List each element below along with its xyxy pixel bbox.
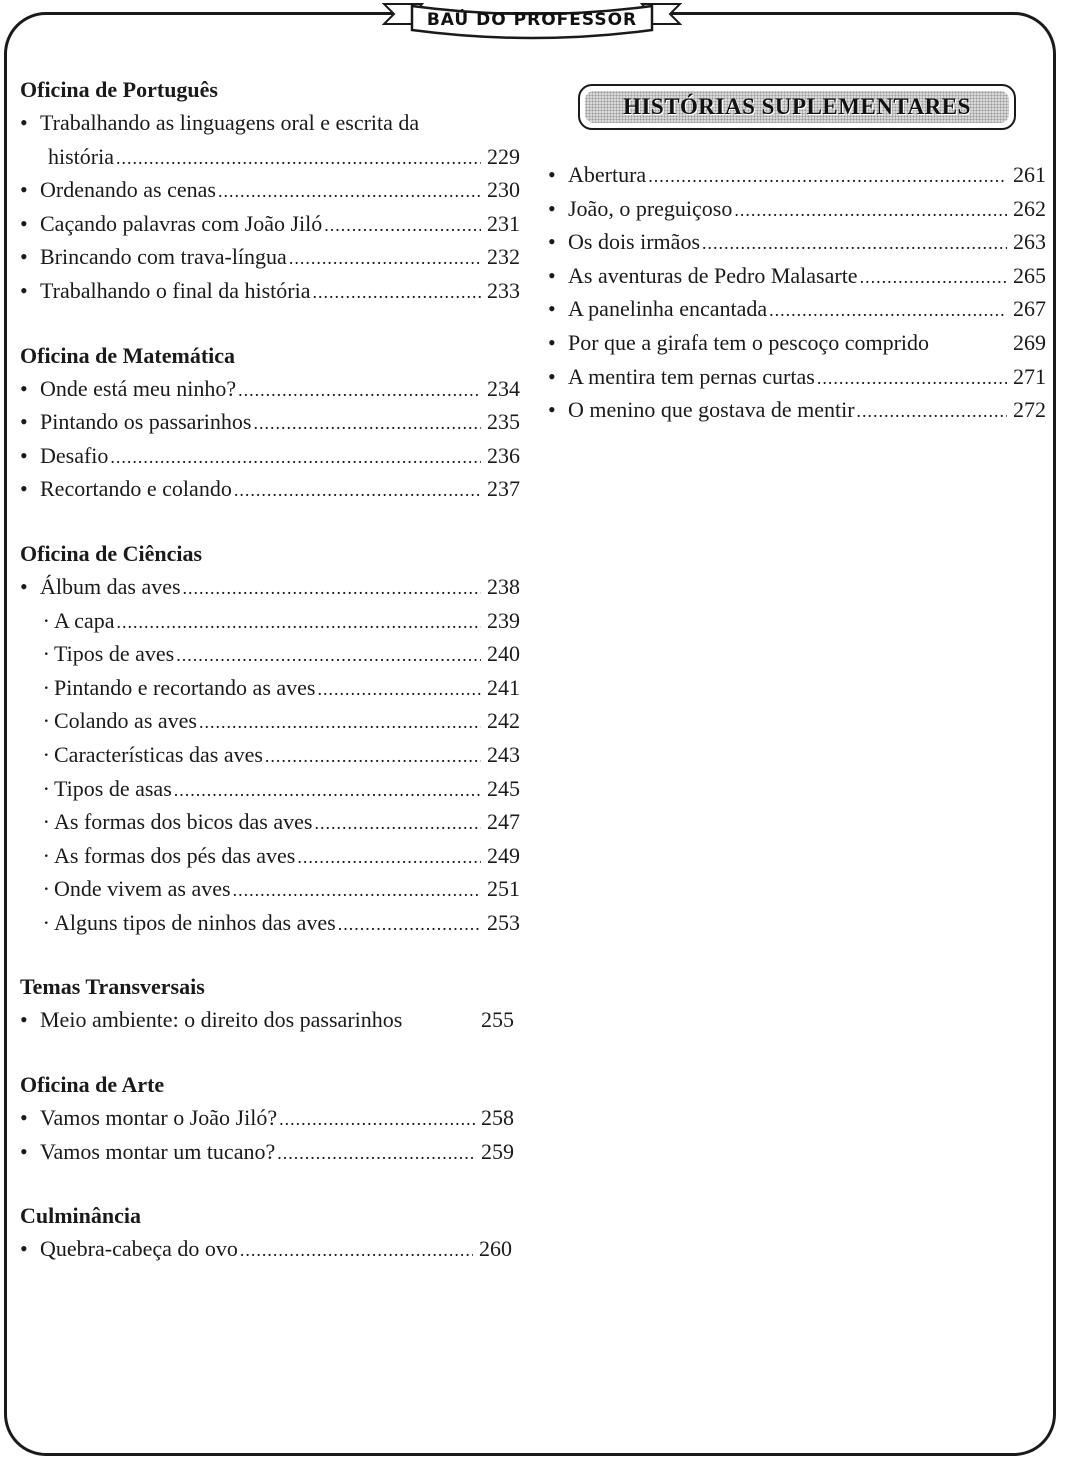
sub-bullet-icon: · bbox=[42, 708, 50, 734]
bullet-icon: • bbox=[548, 195, 556, 221]
toc-subitem[interactable]: · A capa ..... 239 bbox=[20, 604, 520, 638]
toc-subitem[interactable]: · Tipos de aves ..... 240 bbox=[20, 637, 520, 671]
leader-dots bbox=[702, 227, 1007, 261]
leader-dots bbox=[234, 474, 481, 508]
bullet-icon: • bbox=[20, 1007, 28, 1033]
page-number: 231 bbox=[487, 210, 520, 236]
page-number: 238 bbox=[487, 573, 520, 599]
leader-dots bbox=[338, 908, 481, 942]
leader-dots bbox=[183, 572, 481, 606]
leader-dots bbox=[116, 606, 481, 640]
toc-item[interactable]: • A mentira tem pernas curtas ..... 271 bbox=[548, 360, 1046, 394]
leader-dots bbox=[110, 441, 481, 475]
bullet-icon: • bbox=[20, 210, 28, 236]
page-number: 271 bbox=[1013, 363, 1046, 389]
page-number: 251 bbox=[487, 876, 520, 902]
leader-dots bbox=[265, 740, 481, 774]
toc-subitem[interactable]: · Colando as aves ..... 242 bbox=[20, 704, 520, 738]
page-number: 232 bbox=[487, 244, 520, 270]
bullet-icon: • bbox=[20, 110, 28, 135]
leader-dots bbox=[297, 841, 481, 875]
page-number: 233 bbox=[487, 277, 520, 303]
page-number: 258 bbox=[481, 1105, 514, 1131]
leader-dots bbox=[817, 362, 1007, 396]
page-number: 239 bbox=[487, 607, 520, 633]
page-number: 262 bbox=[1013, 195, 1046, 221]
header-banner bbox=[382, 0, 682, 44]
leader-dots bbox=[317, 673, 481, 707]
page-number: 267 bbox=[1013, 296, 1046, 322]
leader-dots bbox=[734, 194, 1007, 228]
bullet-icon: • bbox=[20, 177, 28, 203]
leader-dots bbox=[648, 160, 1007, 194]
bullet-icon: • bbox=[20, 1138, 28, 1164]
leader-dots bbox=[289, 242, 481, 276]
toc-subitem[interactable]: · As formas dos pés das aves ..... 249 bbox=[20, 839, 520, 873]
bullet-icon: • bbox=[548, 329, 556, 355]
leader-dots bbox=[279, 1103, 475, 1137]
leader-dots bbox=[324, 209, 481, 243]
leader-dots bbox=[176, 639, 481, 673]
bullet-icon: • bbox=[20, 1105, 28, 1131]
sub-bullet-icon: · bbox=[42, 641, 50, 667]
leader-dots bbox=[199, 706, 481, 740]
toc-item[interactable]: • Meio ambiente: o direito dos passarinhos 255 bbox=[20, 1003, 520, 1037]
sub-bullet-icon: · bbox=[42, 809, 50, 835]
section-matematica bbox=[20, 340, 520, 506]
page-number: 259 bbox=[481, 1138, 514, 1164]
leader-dots bbox=[277, 1137, 475, 1171]
bullet-icon: • bbox=[20, 277, 28, 303]
toc-item[interactable]: • Álbum das aves ..... 238 bbox=[20, 570, 520, 604]
page-number: 272 bbox=[1013, 397, 1046, 423]
page-number: 249 bbox=[487, 842, 520, 868]
bullet-icon: • bbox=[20, 442, 28, 468]
page-number: 255 bbox=[481, 1007, 514, 1033]
sub-bullet-icon: · bbox=[42, 775, 50, 801]
page-number: 242 bbox=[487, 708, 520, 734]
bullet-icon: • bbox=[548, 363, 556, 389]
section-title: Temas Transversais bbox=[20, 974, 205, 1000]
toc-item[interactable]: • Por que a girafa tem o pescoço comprido 269 bbox=[548, 326, 1046, 360]
page-number: 236 bbox=[487, 442, 520, 468]
page-number: 229 bbox=[487, 143, 520, 169]
leader-dots bbox=[769, 294, 1007, 328]
section-arte bbox=[20, 1069, 520, 1168]
page-number: 240 bbox=[487, 641, 520, 667]
sub-bullet-icon: · bbox=[42, 607, 50, 633]
sub-bullet-icon: · bbox=[42, 842, 50, 868]
toc-item[interactable]: • João, o preguiçoso ..... 262 bbox=[548, 192, 1046, 226]
sub-bullet-icon: · bbox=[42, 741, 50, 767]
toc-subitem[interactable]: · Alguns tipos de ninhos das aves ..... 253 bbox=[20, 906, 520, 940]
toc-item[interactable]: • A panelinha encantada ..... 267 bbox=[548, 292, 1046, 326]
page-number: 263 bbox=[1013, 229, 1046, 255]
bullet-icon: • bbox=[548, 296, 556, 322]
supplementary-title-badge bbox=[578, 84, 1016, 130]
page-number: 235 bbox=[487, 409, 520, 435]
section-culminancia bbox=[20, 1200, 520, 1266]
page-number: 253 bbox=[487, 909, 520, 935]
leader-dots bbox=[240, 1234, 473, 1268]
bullet-icon: • bbox=[20, 476, 28, 502]
page-number: 241 bbox=[487, 674, 520, 700]
toc-item-continuation[interactable]: história ..... 229 bbox=[20, 140, 520, 174]
toc-item[interactable]: • As aventuras de Pedro Malasarte ..... 265 bbox=[548, 259, 1046, 293]
leader-dots bbox=[116, 142, 481, 176]
page-number: 260 bbox=[479, 1236, 512, 1262]
toc-item[interactable]: • Abertura ..... 261 bbox=[548, 158, 1046, 192]
toc-subitem[interactable]: · Tipos de asas ..... 245 bbox=[20, 772, 520, 806]
bullet-icon: • bbox=[20, 1236, 28, 1262]
section-temas-transversais bbox=[20, 971, 520, 1037]
leader-dots bbox=[233, 874, 481, 908]
leader-dots bbox=[218, 175, 481, 209]
page-number: 230 bbox=[487, 177, 520, 203]
toc-subitem[interactable]: · Características das aves ..... 243 bbox=[20, 738, 520, 772]
bullet-icon: • bbox=[20, 409, 28, 435]
leader-dots bbox=[312, 276, 481, 310]
toc-subitem[interactable]: · As formas dos bicos das aves ..... 247 bbox=[20, 805, 520, 839]
bullet-icon: • bbox=[20, 375, 28, 401]
leader-dots bbox=[860, 261, 1007, 295]
toc-item[interactable]: • O menino que gostava de mentir ..... 272 bbox=[548, 393, 1046, 427]
section-title: Culminância bbox=[20, 1203, 142, 1229]
bullet-icon: • bbox=[548, 262, 556, 288]
toc-item[interactable]: • Trabalhando o final da história ..... 233 bbox=[20, 274, 520, 308]
bullet-icon: • bbox=[20, 244, 28, 270]
toc-item[interactable]: • Caçando palavras com João Jiló ..... 231 bbox=[20, 207, 520, 241]
page-number: 243 bbox=[487, 741, 520, 767]
page-number: 265 bbox=[1013, 262, 1046, 288]
bullet-icon: • bbox=[548, 397, 556, 423]
toc-item[interactable]: • Vamos montar o João Jiló? ..... 258 bbox=[20, 1101, 520, 1135]
sub-bullet-icon: · bbox=[42, 876, 50, 902]
section-title: Oficina de Português bbox=[20, 77, 218, 102]
page-number: 269 bbox=[1013, 329, 1046, 355]
page-number: 237 bbox=[487, 476, 520, 502]
supplementary-title: HISTÓRIAS SUPLEMENTARES bbox=[623, 94, 971, 119]
section-portugues bbox=[20, 74, 520, 308]
toc-item[interactable]: • Ordenando as cenas ..... 230 bbox=[20, 173, 520, 207]
toc-item[interactable]: • Pintando os passarinhos ..... 235 bbox=[20, 405, 520, 439]
section-title: Oficina de Matemática bbox=[20, 342, 236, 368]
sub-bullet-icon: · bbox=[42, 674, 50, 700]
leader-dots bbox=[314, 807, 481, 841]
toc-item-multiline[interactable]: • Trabalhando as linguagens oral e escrita da bbox=[20, 106, 520, 140]
toc-item[interactable]: • Quebra-cabeça do ovo ..... 260 bbox=[20, 1232, 520, 1266]
page-number: 261 bbox=[1013, 162, 1046, 187]
leader-dots bbox=[174, 774, 481, 808]
toc-item[interactable]: • Recortando e colando ..... 237 bbox=[20, 472, 520, 506]
toc-subitem[interactable]: · Pintando e recortando as aves ..... 241 bbox=[20, 671, 520, 705]
bullet-icon: • bbox=[548, 229, 556, 255]
toc-item[interactable]: • Onde está meu ninho? ..... 234 bbox=[20, 372, 520, 406]
toc-item[interactable]: • Vamos montar um tucano? ..... 259 bbox=[20, 1135, 520, 1169]
leader-dots bbox=[253, 407, 481, 441]
bullet-icon: • bbox=[20, 573, 28, 599]
banner-title: BAÚ DO PROFESSOR bbox=[426, 10, 638, 30]
page-number: 245 bbox=[487, 775, 520, 801]
leader-dots bbox=[857, 395, 1007, 429]
leader-dots bbox=[238, 374, 481, 408]
sub-bullet-icon: · bbox=[42, 909, 50, 935]
bullet-icon: • bbox=[548, 162, 556, 187]
toc-item[interactable]: • Desafio ..... 236 bbox=[20, 439, 520, 473]
right-column bbox=[548, 158, 1046, 427]
toc-item[interactable]: • Os dois irmãos ..... 263 bbox=[548, 225, 1046, 259]
section-ciencias bbox=[20, 538, 520, 940]
section-title: Oficina de Arte bbox=[20, 1072, 165, 1098]
section-title: Oficina de Ciências bbox=[20, 540, 203, 566]
page-number: 247 bbox=[487, 809, 520, 835]
left-column bbox=[20, 74, 520, 1266]
toc-item[interactable]: • Brincando com trava-língua ..... 232 bbox=[20, 240, 520, 274]
page-number: 234 bbox=[487, 375, 520, 401]
toc-subitem[interactable]: · Onde vivem as aves ..... 251 bbox=[20, 872, 520, 906]
